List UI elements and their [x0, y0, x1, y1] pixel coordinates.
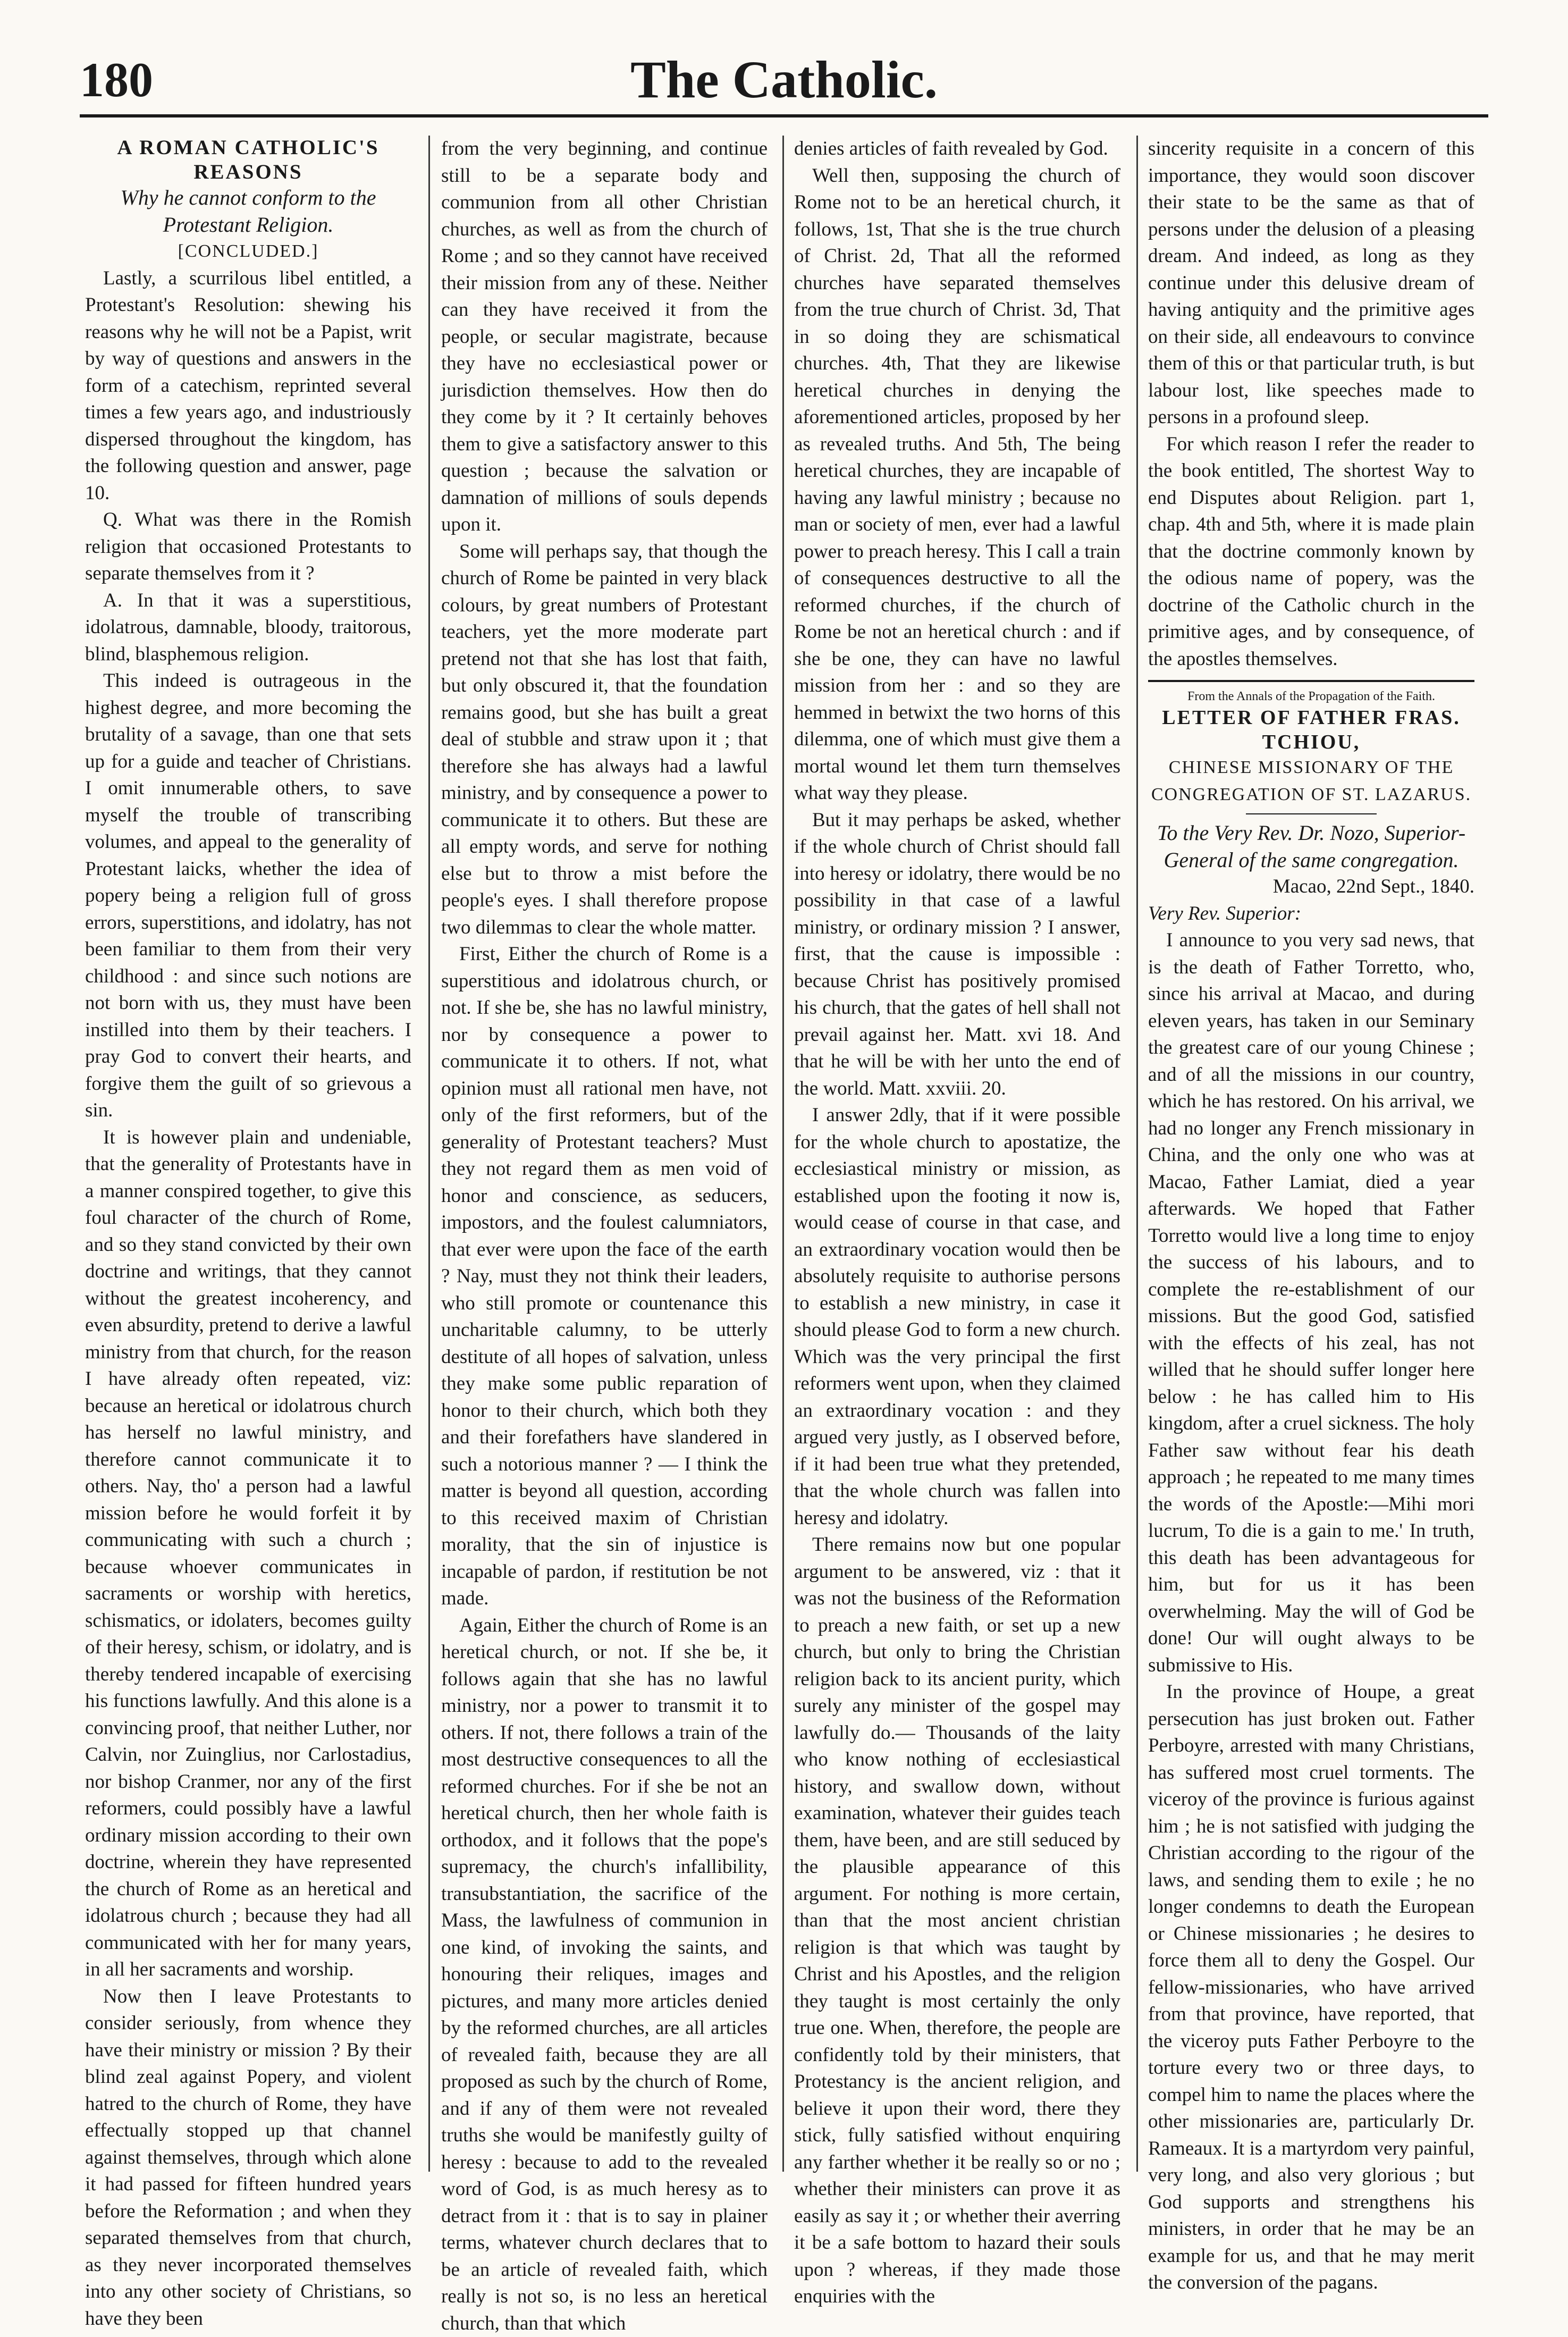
- answer: A. In that it was a superstitious, idolatrous, damnable, bloody, traitorous, blind, blasphemous religion.: [85, 587, 411, 668]
- paragraph: In the province of Houpe, a great persecution has just broken out. Father Perboyre, arrested with many Christians, has suffered most cruel torments. The viceroy of the province is furious against him ; he is not satisfied with judging the Christian according to the rigour of the laws, and sending them to exile ; he no longer condemns to death the European or Chinese missionaries ; he desires to force them all to deny the Gospel. Our fellow-missionaries, who have arrived from that province, have reported, that the viceroy puts Father Perboyre to the torture every two or three days, to compel him to name the places where the other missionaries are, particularly Dr. Rameaux. It is a martyrdom very painful, very long, and also very glorious ; but God supports and strengthens his ministers, in order that he may be an example for us, and that he may merit the conversion of the pagans.: [1148, 1679, 1474, 2297]
- paragraph: Again, Either the church of Rome is an heretical church, or not. If she be, it follows again that she has no lawful ministry, nor a power to transmit it to others. If not, there follows a train of the most destructive consequences to all the reformed churches. For if she be not an heretical church, then her whole faith is orthodox, and it follows that the pope's supremacy, the church's infallibility, transubstantiation, the sacrifice of the Mass, the lawfulness of communion in one kind, of invoking the saints, and honouring their reliques, images and pictures, and many more articles denied by the reformed churches, are all articles of revealed faith, because they are all proposed as such by the church of Rome, and if any of them were not revealed truths she would be manifestly guilty of heresy : because to add to the revealed word of God, is as much heresy as to detract from it : that is to say in plainer terms, whatever church declares that to be an article of revealed faith, which really is not so, is no less an heretical church, than that which: [441, 1612, 768, 2337]
- dateline: Macao, 22nd Sept., 1840.: [1148, 873, 1474, 901]
- article-subheading: Why he cannot conform to the Protestant Religion.: [85, 184, 411, 238]
- article-heading: A ROMAN CATHOLIC'S REASONS: [85, 136, 411, 184]
- paragraph: This indeed is outrageous in the highest degree, and more becoming the brutality of a savage, than one that sets up for a guide and teacher of Christians. I omit innumerable others, to save myself the trouble of transcribing volumes, and appeal to the generality of Protestant laicks, whether the idea of popery being a religion full of gross errors, superstitions, and idolatry, has not been familiar to them from their very childhood : and since such notions are not born with us, they must have been instilled into them by their teachers. I pray God to convert their hearts, and forgive them the guilt of so grievous a sin.: [85, 668, 411, 1124]
- column-3: [794, 136, 1120, 2172]
- column-divider: [1136, 136, 1138, 2172]
- column-1: [85, 136, 411, 2172]
- letter-subheading: CHINESE MISSIONARY OF THE CONGREGATION OF ST. LAZARUS.: [1148, 754, 1474, 808]
- salutation: Very Rev. Superior:: [1148, 901, 1474, 928]
- paragraph: First, Either the church of Rome is a superstitious and idolatrous church, or not. If she be, she has no lawful ministry, nor by consequence a power to communicate it to others. If not, what opinion must all rational men have, not only of the first reformers, but of the generality of Protestant teachers? Must they not regard them as men void of honor and conscience, as seducers, impostors, and the foulest calumniators, that ever were upon the face of the earth ? Nay, must they not think their leaders, who still promote or countenance this uncharitable calumny, to be utterly destitute of all hopes of salvation, unless they make some public reparation of honor to their church, which both they and their forefathers have slandered in such a notorious manner ? — I think the matter is beyond all question, according to this received maxim of Christian morality, that the sin of injustice is incapable of pardon, if restitution be not made.: [441, 941, 768, 1612]
- concluded-note: [CONCLUDED.]: [85, 238, 411, 265]
- paragraph: sincerity requisite in a concern of this importance, they would soon discover their state to be the same as that of persons under the delusion of a pleasing dream. And indeed, as long as they continue under this delusive dream of having antiquity and the primitive ages on their side, all endeavours to convince them of this or that particular truth, is but labour lost, like speeches made to persons in a profound sleep.: [1148, 136, 1474, 431]
- page-title: The Catholic.: [0, 43, 1568, 117]
- paragraph: There remains now but one popular argument to be answered, viz : that it was not the business of the Reformation to preach a new faith, or set up a new church, but only to bring the Christian religion back to its ancient purity, which surely any minister of the gospel may lawfully do.— Thousands of the laity who know nothing of ecclesiastical history, and swallow down, without examination, whatever their guides teach them, have been, and are still seduced by the plausible appearance of this argument. For nothing is more certain, than that the most ancient christian religion is that which was taught by Christ and his Apostles, and the religion they taught is most certainly the only true one. When, therefore, the people are confidently told by their ministers, that Protestancy is the ancient religion, and believe it upon their word, there they stick, fully satisfied without enquiring any farther whether it be really so or no ; whether their ministers can prove it as easily as say it ; or whether their averring it be a safe bottom to hazard their souls upon ? whereas, if they made those enquiries with the: [794, 1532, 1120, 2310]
- paragraph: But it may perhaps be asked, whether if the whole church of Christ should fall into heresy or idolatry, there would be no possibility in that case of a lawful ministry, or ordinary mission ? I answer, first, that the cause is impossible : because Christ has positively promised his church, that the gates of hell shall not prevail against her. Matt. xvi 18. And that he will be with her unto the end of the world. Matt. xxviii. 20.: [794, 807, 1120, 1103]
- paragraph: For which reason I refer the reader to the book entitled, The shortest Way to end Disputes about Religion. part 1, chap. 4th and 5th, where it is made plain that the doctrine commonly known by the odious name of popery, was the doctrine of the Catholic church in the primitive ages, and by consequence, of the apostles themselves.: [1148, 431, 1474, 673]
- header-rule: [80, 114, 1488, 117]
- column-4: [1148, 136, 1474, 2172]
- letter-heading: LETTER OF FATHER FRAS. TCHIOU,: [1148, 705, 1474, 754]
- column-2: [441, 136, 768, 2172]
- column-divider: [782, 136, 784, 2172]
- paragraph: It is however plain and undeniable, that the generality of Protestants have in a manner conspired together, to give this foul character of the church of Rome, and so they stand convicted by their own doctrine and writings, that they cannot without the greatest incoherency, and even absurdity, pretend to derive a lawful ministry from that church, for the reason I have already often repeated, viz: because an heretical or idolatrous church has herself no lawful ministry, and therefore cannot communicate it to others. Nay, tho' a person had a lawful mission before he would forfeit it by communicating with such a church ; because whoever communicates in sacraments or worship with heretics, schismatics, or idolaters, becomes guilty of their heresy, schism, or idolatry, and is thereby tendered incapable of exercising his functions lawfully. And this alone is a convincing proof, that neither Luther, nor Calvin, nor Zuinglius, nor Carlostadius, nor bishop Cranmer, nor any of the first reformers, could possibly have a lawful ordinary mission according to their own doctrine, wherein they have represented the church of Rome as an heretical and idolatrous church ; because they had all communicated with her for many years, in all her sacraments and worship.: [85, 1124, 411, 1983]
- addressee: To the Very Rev. Dr. Nozo, Superior-General of the same congregation.: [1148, 820, 1474, 873]
- paragraph: Some will perhaps say, that though the church of Rome be painted in very black colours, by great numbers of Protestant teachers, yet the more moderate part pretend not that she has lost that faith, but only obscured it, that the foundation remains good, but she has built a great deal of stubble and straw upon it ; that therefore she has always had a lawful ministry, and by consequence a power to communicate it to others. But these are all empty words, and serve for nothing else but to throw a mist before the people's eyes. I shall therefore propose two dilemmas to clear the whole matter.: [441, 539, 768, 941]
- paragraph: denies articles of faith revealed by God.: [794, 136, 1120, 163]
- page-number: 180: [80, 43, 153, 117]
- paragraph: I announce to you very sad news, that is the death of Father Torretto, who, since his arrival at Macao, and during eleven years, has taken in our Seminary the greatest care of our young Chinese ; and of all the missions in our country, which he has restored. On his arrival, we had no longer any French missionary in China, and the only one who was at Macao, Father Lamiat, died a year afterwards. We hoped that Father Torretto would live a long time to enjoy the success of his labours, and to complete the re-establishment of our missions. But the good God, satisfied with the effects of his zeal, has not willed that he should suffer longer here below : he has called him to His kingdom, after a cruel sickness. The holy Father saw without fear his death approach ; he repeated to me many times the words of the Apostle:—Mihi mori lucrum, To die is a gain to me.' In truth, this death has been advantageous for him, but for us it has been overwhelming. May the will of God be done! Our will ought always to be submissive to His.: [1148, 927, 1474, 1679]
- paragraph: Lastly, a scurrilous libel entitled, a Protestant's Resolution: shewing his reasons why he will not be a Papist, writ by way of questions and answers in the form of a catechism, reprinted several times a few years ago, and industriously dispersed throughout the kingdom, has the following question and answer, page 10.: [85, 265, 411, 507]
- paragraph: Well then, supposing the church of Rome not to be an heretical church, it follows, 1st, That she is the true church of Christ. 2d, That all the reformed churches have separated themselves from the true church of Christ. 3d, That in so doing they are schismatical churches. 4th, That they are likewise heretical churches in denying the aforementioned articles, proposed by her as revealed truths. And 5th, The being heretical churches, they are incapable of having any lawful ministry ; because no man or society of men, ever had a lawful power to preach heresy. This I call a train of consequences destructive to all the reformed churches, if the church of Rome be not an heretical church : and if she be one, they can have no lawful mission from her : and so they are hemmed in betwixt the two horns of this dilemma, one of which must give them a mortal wound let them turn themselves what way they please.: [794, 163, 1120, 807]
- paragraph: Now then I leave Protestants to consider seriously, from whence they have their ministry or mission ? By their blind zeal against Popery, and violent hatred to the church of Rome, they have effectually stopped up that channel against themselves, through which alone it had passed for fifteen hundred years before the Reformation ; and when they separated themselves from that church, as they never incorporated themselves into any other society of Christians, so have they been: [85, 1983, 411, 2333]
- paragraph: I answer 2dly, that if it were possible for the whole church to apostatize, the ecclesiastical ministry or mission, as established upon the footing it now is, would cease of course in that case, and an extraordinary vocation would then be absolutely requisite to authorise persons to establish a new ministry, in case it should please God to form a new church. Which was the very principal the first reformers went upon, when they claimed an extraordinary vocation : and they argued very justly, as I observed before, if it had been true what they pretended, that the whole church was fallen into heresy and idolatry.: [794, 1102, 1120, 1532]
- section-rule: [1148, 680, 1474, 682]
- short-rule: [1246, 813, 1377, 814]
- column-divider: [428, 136, 430, 2172]
- source-line: From the Annals of the Propagation of the Faith.: [1148, 687, 1474, 705]
- paragraph: from the very beginning, and continue still to be a separate body and communion from all other Christian churches, as well as from the church of Rome ; and so they cannot have received their mission from any of these. Neither can they have received it from the people, or secular magistrate, because they have no ecclesiastical power or jurisdiction themselves. How then do they come by it ? It certainly behoves them to give a satisfactory answer to this question ; because the salvation or damnation of millions of souls depends upon it.: [441, 136, 768, 539]
- question: Q. What was there in the Romish religion that occasioned Protestants to separate themselves from it ?: [85, 507, 411, 587]
- page-header: [0, 43, 1568, 117]
